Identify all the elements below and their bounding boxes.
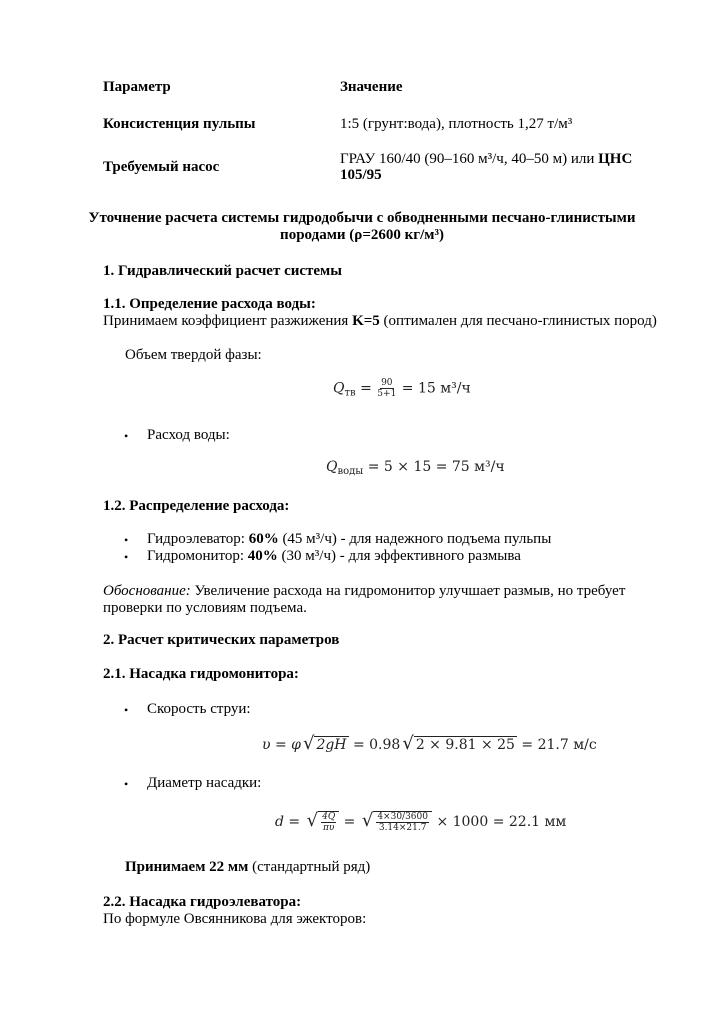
formula-diameter: d = √ $\frac{4Q}{\pi\upsilon}$ = √ $\frac{4\times 30/3600}{3.14\times 21.7}$ × 1000 = 22.1 мм	[275, 810, 567, 833]
jet-speed-label: Скорость струи:	[147, 701, 251, 717]
bullet-icon: •	[124, 429, 129, 443]
formula-velocity: υ = φ √ 2gH = 0.98 √ 2 × 9.81 × 25 = 21.7 м/с	[262, 733, 597, 754]
heading-1-1: 1.1. Определение расхода воды:	[103, 296, 316, 312]
nozzle-diameter-label: Диаметр насадки:	[147, 775, 262, 791]
intro-paragraph: Принимаем коэффициент разжижения K=5 (оптимален для песчано-глинистых пород)	[103, 313, 657, 329]
justification-line2: проверки по условиям подъема.	[103, 600, 307, 616]
table-row-value-cont: 105/95	[340, 167, 382, 183]
bullet-icon: •	[124, 703, 129, 717]
bullet-icon: •	[124, 533, 129, 547]
table-header-value: Значение	[340, 79, 403, 95]
water-flow-label: Расход воды:	[147, 427, 230, 443]
section-title-line1: Уточнение расчета системы гидродобычи с обводненными песчано-глинистыми	[88, 210, 636, 226]
heading-1-2: 1.2. Распределение расхода:	[103, 498, 290, 514]
list-item: Гидромонитор: 40% (30 м³/ч) - для эффективного размыва	[147, 548, 521, 564]
bullet-icon: •	[124, 550, 129, 564]
bullet-icon: •	[124, 777, 129, 791]
heading-2: 2. Расчет критических параметров	[103, 632, 340, 648]
accepted-value: Принимаем 22 мм (стандартный ряд)	[125, 859, 371, 875]
table-row-value: ГРАУ 160/40 (90–160 м³/ч, 40–50 м) или ЦНС	[340, 151, 633, 167]
heading-1: 1. Гидравлический расчет системы	[103, 263, 342, 279]
list-item: Гидроэлеватор: 60% (45 м³/ч) - для надежного подъема пульпы	[147, 531, 552, 547]
table-header-param: Параметр	[103, 79, 171, 95]
table-row-param: Консистенция пульпы	[103, 116, 256, 132]
heading-2-1: 2.1. Насадка гидромонитора:	[103, 666, 299, 682]
ovsyannikov-text: По формуле Овсянникова для эжекторов:	[103, 911, 367, 927]
formula-q-water: $Q_{воды} = 5 \times 15 = 75$ м³/ч	[326, 459, 505, 477]
section-title-line2: породами (ρ=2600 кг/м³)	[280, 227, 444, 243]
solid-phase-label: Объем твердой фазы:	[125, 347, 262, 363]
heading-2-2: 2.2. Насадка гидроэлеватора:	[103, 894, 302, 910]
table-row-param: Требуемый насос	[103, 159, 220, 175]
justification-line1: Обоснование: Увеличение расхода на гидромонитор улучшает размыв, но требует	[103, 583, 626, 599]
formula-q-solid: $Q_{тв}$ = $\frac{90}{5+1}$ = 15 м³/ч	[333, 378, 471, 399]
table-row-value: 1:5 (грунт:вода), плотность 1,27 т/м³	[340, 116, 573, 132]
